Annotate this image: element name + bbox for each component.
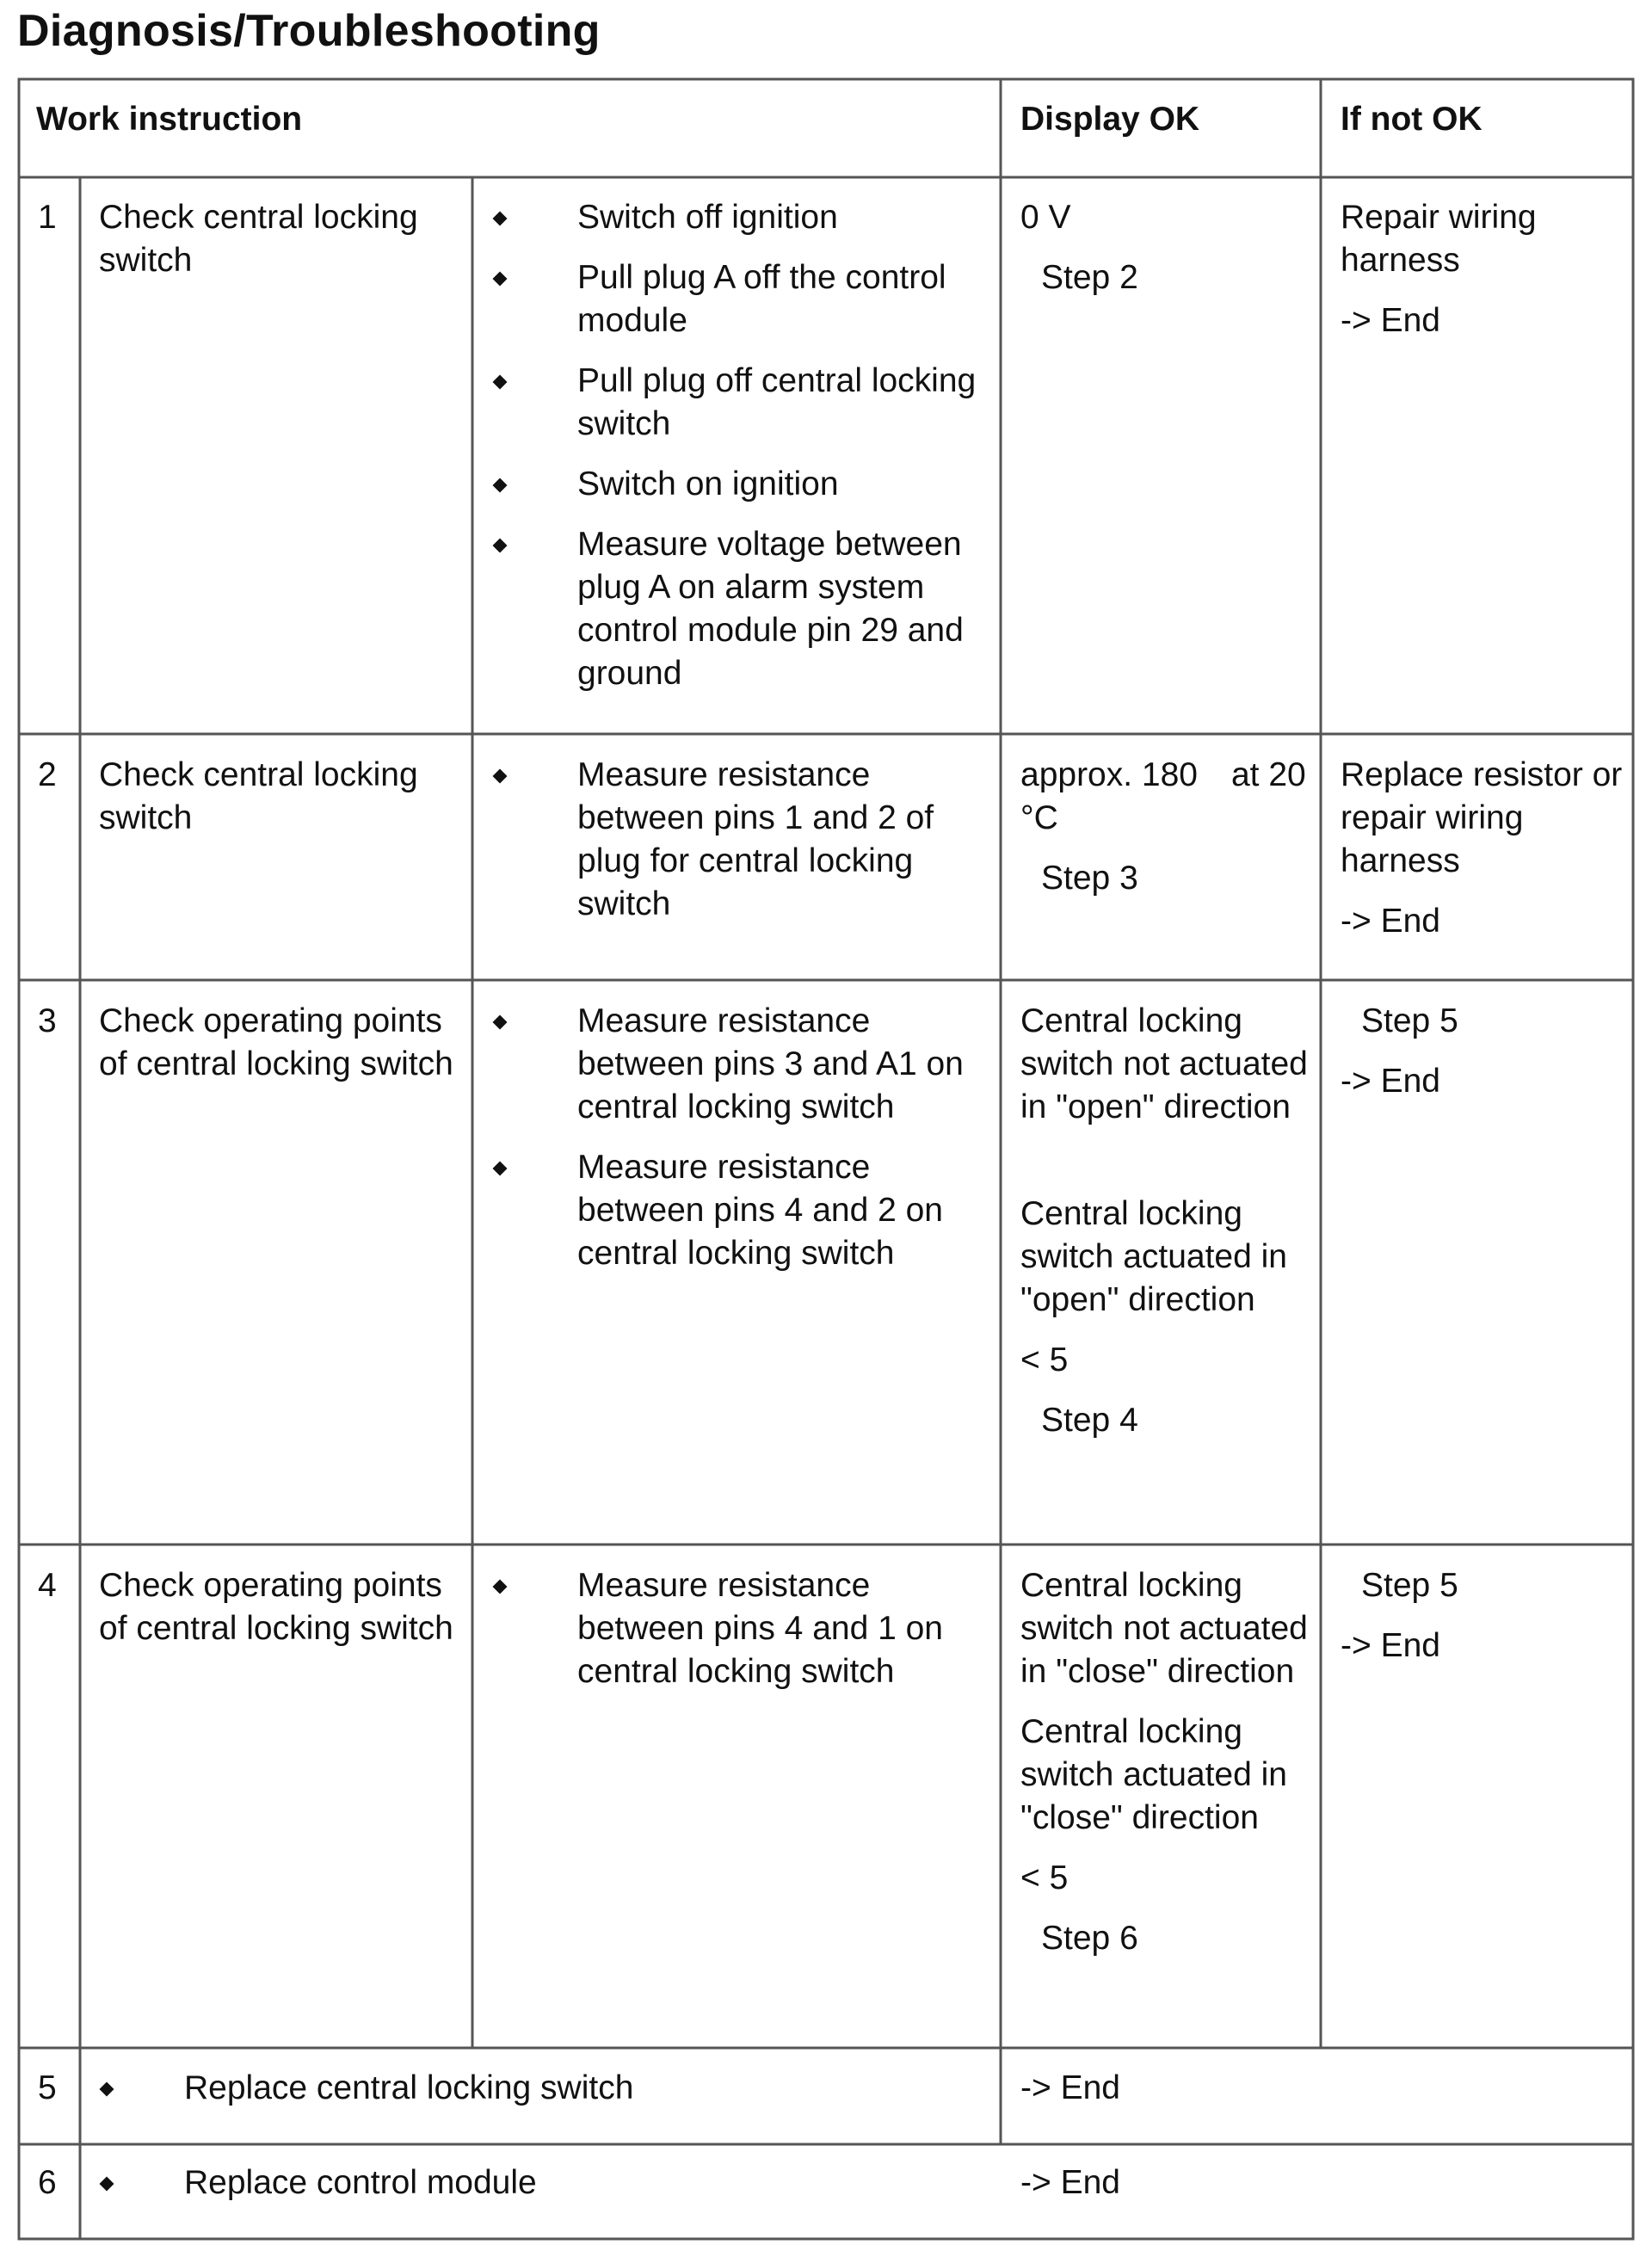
- display-ok-cell: approx. 180 at 20 °C Step 3: [1020, 756, 1306, 897]
- header-display-ok: Display OK: [1020, 101, 1200, 138]
- step-number: 6: [38, 2164, 57, 2201]
- check-label: Check central locking switch: [99, 199, 418, 279]
- diamond-bullet-icon: [493, 1015, 508, 1030]
- check-label: Check operating points of central locking switch: [99, 1002, 453, 1082]
- not-ok-cell: Replace resistor or repair wiring harness -> End: [1341, 756, 1623, 940]
- header-work-instruction: Work instruction: [36, 101, 303, 138]
- step-number: 4: [38, 1567, 57, 1604]
- not-ok-cell: Repair wiring harness -> End: [1341, 199, 1537, 339]
- step-number: 2: [38, 756, 57, 793]
- step-number: 5: [38, 2069, 57, 2106]
- diamond-bullet-icon: [493, 769, 508, 784]
- diamond-bullet-icon: [493, 375, 508, 390]
- step-number: 1: [38, 199, 57, 236]
- display-ok-cell: Central locking switch not actuated in "open" direction Central locking switch actuated in "open" direction < 5 Step 4: [1020, 1002, 1308, 1439]
- not-ok-cell: Step 5 -> End: [1341, 1567, 1458, 1664]
- diamond-bullet-icon: [493, 1580, 508, 1594]
- diamond-bullet-icon: [493, 539, 508, 553]
- step-number: 3: [38, 1002, 57, 1039]
- diamond-bullet-icon: [100, 2177, 114, 2192]
- result-cell: -> End: [1020, 2069, 1120, 2106]
- diamond-bullet-icon: [493, 272, 508, 287]
- diamond-bullet-icon: [493, 1162, 508, 1176]
- not-ok-cell: Step 5 -> End: [1341, 1002, 1458, 1100]
- header-if-not-ok: If not OK: [1341, 101, 1482, 138]
- page-title: Diagnosis/Troubleshooting: [17, 6, 601, 56]
- display-ok-cell: Central locking switch not actuated in "close" direction Central locking switch actuated in "close" direction < 5 Step 6: [1020, 1567, 1308, 1957]
- diamond-bullet-icon: [100, 2082, 114, 2097]
- display-ok-cell: 0 V Step 2: [1020, 199, 1138, 296]
- check-label: Check central locking switch: [99, 756, 418, 836]
- check-label: Check operating points of central locking switch: [99, 1567, 453, 1647]
- result-cell: -> End: [1020, 2164, 1120, 2201]
- diamond-bullet-icon: [493, 212, 508, 226]
- diamond-bullet-icon: [493, 478, 508, 493]
